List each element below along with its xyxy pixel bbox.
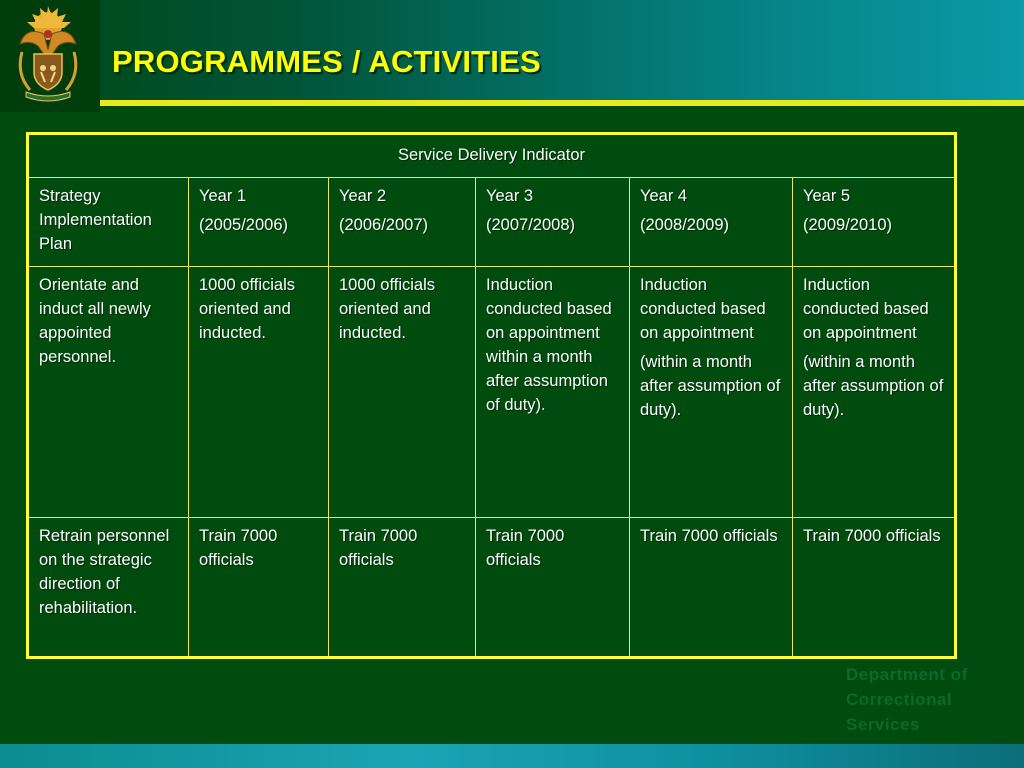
column-header-year-5	[793, 178, 956, 267]
column-header-year-1	[189, 178, 329, 267]
year-label: Year 2	[339, 187, 387, 205]
cell-paragraph: (within a month after assumption of duty).	[640, 353, 781, 419]
slide-title: PROGRAMMES / ACTIVITIES	[112, 44, 541, 79]
table-cell-plan: Orientate and induct all newly appointed personnel.	[28, 267, 189, 518]
column-header-year-3	[476, 178, 630, 267]
bottom-band	[0, 744, 1024, 768]
service-delivery-table	[26, 132, 957, 659]
title-accent-line	[100, 100, 1024, 106]
year-label: Year 4	[640, 187, 688, 205]
table-cell-year-5	[793, 267, 956, 518]
table-row	[28, 518, 956, 658]
table-cell-plan: Retrain personnel on the strategic direction of rehabilitation.	[28, 518, 189, 658]
table-cell-year-2: Train 7000 officials	[329, 518, 476, 658]
coat-of-arms-icon	[8, 4, 88, 104]
logo-area	[0, 0, 100, 112]
table-header-row	[28, 134, 956, 178]
table-cell-year-3: Train 7000 officials	[476, 518, 630, 658]
cell-paragraph: (within a month after assumption of duty).	[803, 353, 944, 419]
year-label: Year 1	[199, 187, 247, 205]
footer-department-name: Department of Correctional Services	[846, 665, 968, 734]
column-header-plan: Strategy Implementation Plan	[28, 178, 189, 267]
table-row	[28, 178, 956, 267]
year-label: Year 5	[803, 187, 851, 205]
table-cell-year-2: 1000 officials oriented and inducted.	[329, 267, 476, 518]
table-cell-year-1: Train 7000 officials	[189, 518, 329, 658]
year-period: (2006/2007)	[339, 216, 428, 234]
year-period: (2008/2009)	[640, 216, 729, 234]
year-period: (2005/2006)	[199, 216, 288, 234]
table-cell-year-4: Train 7000 officials	[630, 518, 793, 658]
table-cell-year-5: Train 7000 officials	[793, 518, 956, 658]
table-row	[28, 267, 956, 518]
year-period: (2009/2010)	[803, 216, 892, 234]
cell-paragraph: Induction conducted based on appointment	[803, 276, 929, 342]
table-cell-year-1: 1000 officials oriented and inducted.	[189, 267, 329, 518]
column-header-year-2	[329, 178, 476, 267]
table-cell-year-3: Induction conducted based on appointment within a month after assumption of duty).	[476, 267, 630, 518]
column-header-year-4	[630, 178, 793, 267]
table-cell-year-4	[630, 267, 793, 518]
cell-paragraph: Induction conducted based on appointment	[640, 276, 766, 342]
year-label: Year 3	[486, 187, 534, 205]
year-period: (2007/2008)	[486, 216, 575, 234]
table-header-cell: Service Delivery Indicator	[28, 134, 956, 178]
